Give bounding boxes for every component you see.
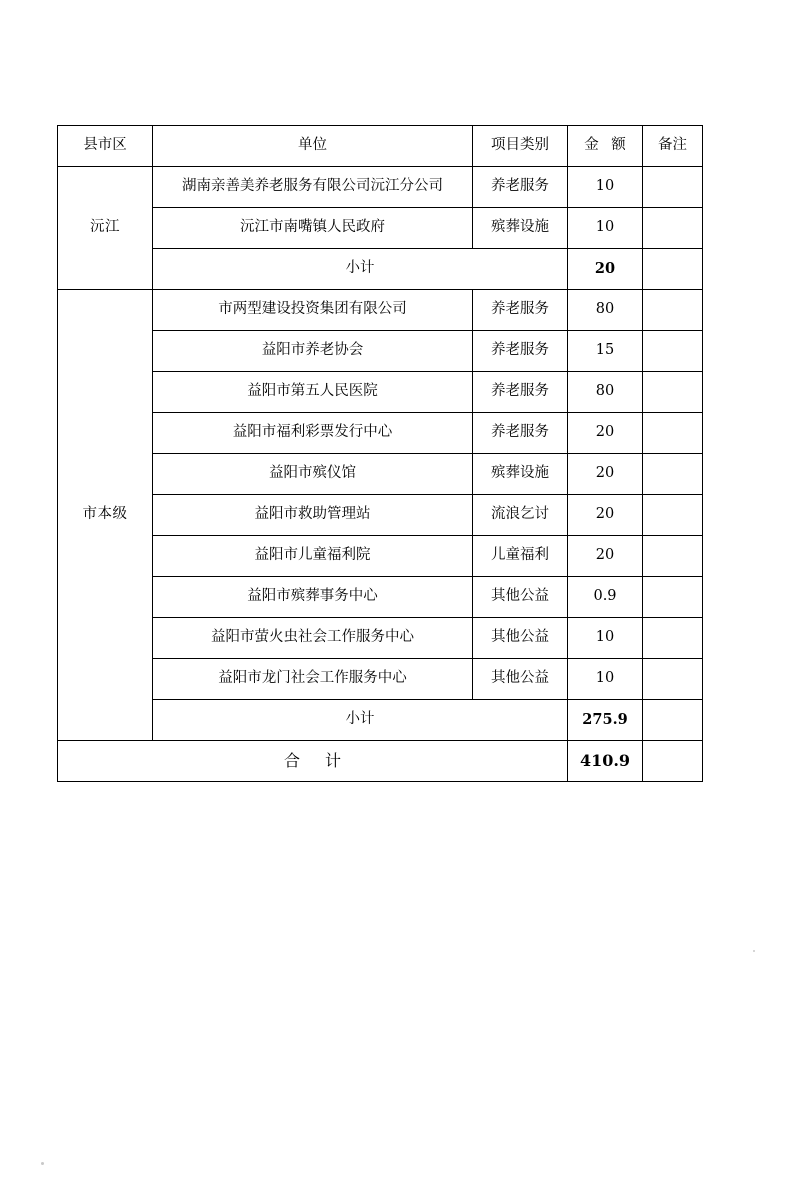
total-amount: 410.9	[568, 741, 643, 782]
region-cell-shibenji: 市本级	[58, 290, 153, 741]
unit-cell: 益阳市儿童福利院	[153, 536, 473, 577]
unit-cell: 益阳市养老协会	[153, 331, 473, 372]
header-region: 县市区	[58, 126, 153, 167]
funding-allocation-table	[57, 125, 703, 782]
table-row	[58, 331, 703, 372]
note-cell	[643, 413, 703, 454]
unit-cell: 益阳市殡葬事务中心	[153, 577, 473, 618]
amount-cell: 10	[568, 618, 643, 659]
table-row	[58, 208, 703, 249]
unit-cell: 益阳市福利彩票发行中心	[153, 413, 473, 454]
note-cell	[643, 495, 703, 536]
header-unit: 单位	[153, 126, 473, 167]
table-row	[58, 577, 703, 618]
note-cell	[643, 331, 703, 372]
subtotal-label: 小计	[153, 249, 568, 290]
note-cell	[643, 618, 703, 659]
subtotal-amount: 20	[568, 249, 643, 290]
type-cell: 流浪乞讨	[473, 495, 568, 536]
amount-cell: 80	[568, 290, 643, 331]
region-cell-yuanjiang: 沅江	[58, 167, 153, 290]
subtotal-amount: 275.9	[568, 700, 643, 741]
note-cell	[643, 577, 703, 618]
header-amount: 金 额	[568, 126, 643, 167]
amount-cell: 20	[568, 413, 643, 454]
subtotal-row	[58, 700, 703, 741]
note-cell	[643, 167, 703, 208]
amount-cell: 15	[568, 331, 643, 372]
unit-cell: 湖南亲善美养老服务有限公司沅江分公司	[153, 167, 473, 208]
type-cell: 养老服务	[473, 290, 568, 331]
unit-cell: 益阳市龙门社会工作服务中心	[153, 659, 473, 700]
unit-cell: 市两型建设投资集团有限公司	[153, 290, 473, 331]
table-row	[58, 495, 703, 536]
total-note	[643, 741, 703, 782]
unit-cell: 益阳市萤火虫社会工作服务中心	[153, 618, 473, 659]
table-header-row	[58, 126, 703, 167]
type-cell: 其他公益	[473, 577, 568, 618]
unit-cell: 沅江市南嘴镇人民政府	[153, 208, 473, 249]
amount-cell: 10	[568, 208, 643, 249]
type-cell: 养老服务	[473, 331, 568, 372]
amount-cell: 80	[568, 372, 643, 413]
unit-cell: 益阳市救助管理站	[153, 495, 473, 536]
note-cell	[643, 536, 703, 577]
amount-cell: 20	[568, 454, 643, 495]
amount-cell: 20	[568, 536, 643, 577]
type-cell: 殡葬设施	[473, 208, 568, 249]
total-label: 合 计	[58, 741, 568, 782]
type-cell: 殡葬设施	[473, 454, 568, 495]
table-row	[58, 659, 703, 700]
table-row	[58, 618, 703, 659]
unit-cell: 益阳市第五人民医院	[153, 372, 473, 413]
type-cell: 养老服务	[473, 413, 568, 454]
type-cell: 养老服务	[473, 372, 568, 413]
note-cell	[643, 454, 703, 495]
total-row	[58, 741, 703, 782]
header-type: 项目类别	[473, 126, 568, 167]
table-row	[58, 413, 703, 454]
type-cell: 其他公益	[473, 618, 568, 659]
amount-cell: 10	[568, 167, 643, 208]
header-note: 备注	[643, 126, 703, 167]
paper-speck	[753, 950, 755, 952]
subtotal-row	[58, 249, 703, 290]
amount-cell: 10	[568, 659, 643, 700]
table-row	[58, 372, 703, 413]
note-cell	[643, 372, 703, 413]
amount-cell: 0.9	[568, 577, 643, 618]
subtotal-label: 小计	[153, 700, 568, 741]
type-cell: 养老服务	[473, 167, 568, 208]
table-row	[58, 167, 703, 208]
unit-cell: 益阳市殡仪馆	[153, 454, 473, 495]
note-cell	[643, 659, 703, 700]
type-cell: 儿童福利	[473, 536, 568, 577]
subtotal-note	[643, 700, 703, 741]
table-row	[58, 290, 703, 331]
table-row	[58, 536, 703, 577]
type-cell: 其他公益	[473, 659, 568, 700]
table-row	[58, 454, 703, 495]
note-cell	[643, 208, 703, 249]
note-cell	[643, 290, 703, 331]
paper-speck	[41, 1162, 44, 1165]
subtotal-note	[643, 249, 703, 290]
amount-cell: 20	[568, 495, 643, 536]
